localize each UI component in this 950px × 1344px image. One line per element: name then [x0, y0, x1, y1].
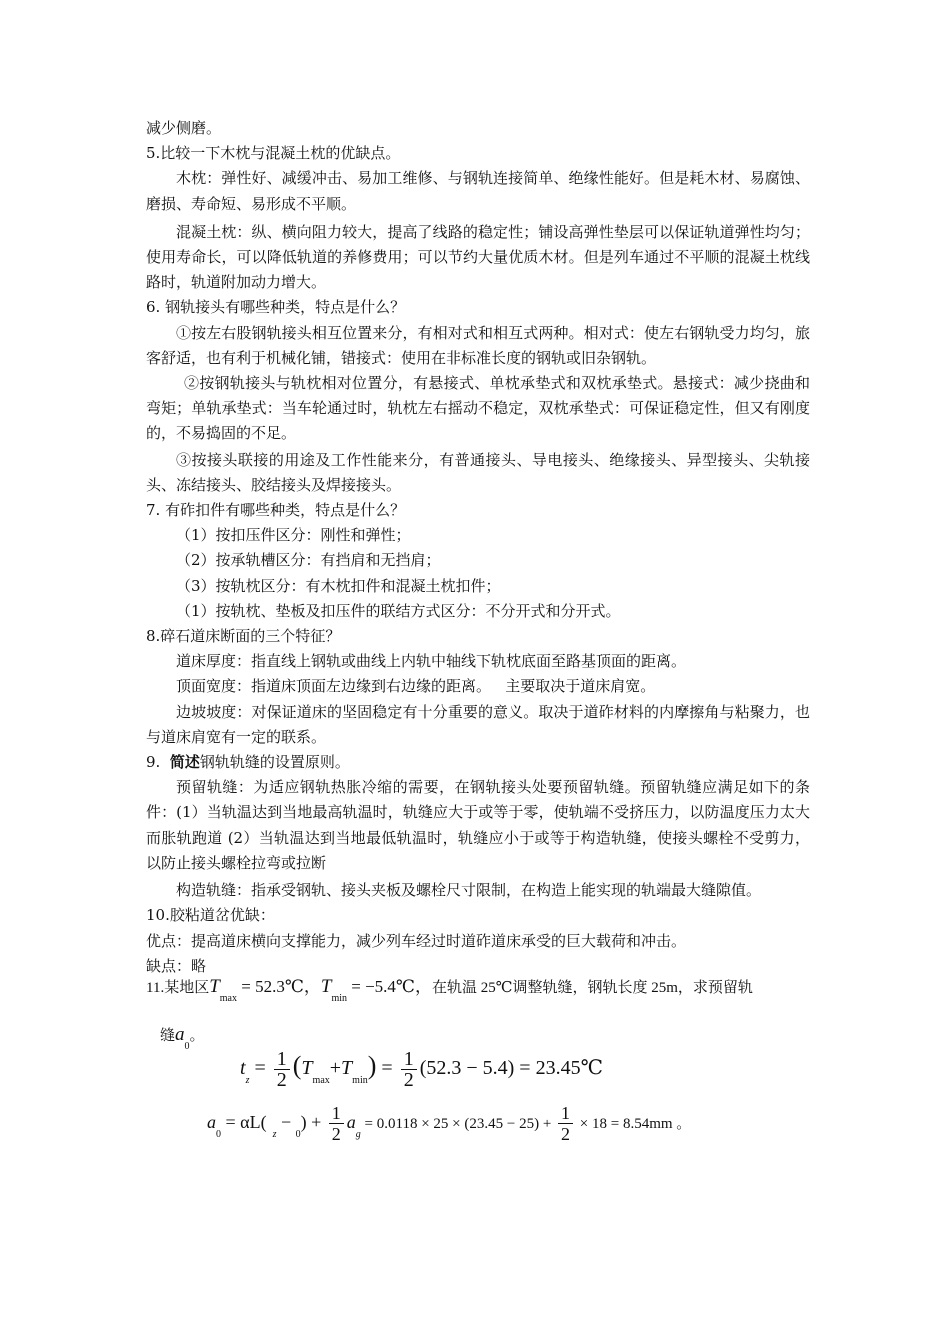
f1-eq: = — [249, 1057, 271, 1079]
f1-t: t — [240, 1057, 246, 1079]
question-6-title: 6. 钢轨接头有哪些种类，特点是什么？ — [146, 298, 406, 317]
f2-frac-den: 2 — [331, 1124, 341, 1145]
q11-eq1: = 52.3℃， — [237, 977, 321, 996]
q7-item-1: （1）按扣压件区分：刚性和弹性； — [176, 526, 411, 545]
q11-eq2: = −5.4℃， — [347, 977, 432, 996]
f1-mid: (52.3 − 5.4) — [419, 1057, 515, 1079]
text-body — [146, 116, 810, 979]
f1-frac2-den: 2 — [403, 1068, 414, 1091]
q9-bold-keyword: 简述 — [169, 753, 200, 772]
f2-ag: a — [346, 1112, 356, 1132]
f1-T2: T — [341, 1057, 353, 1079]
f1-frac-num: 1 — [274, 1049, 290, 1070]
question-9-title — [146, 750, 810, 775]
f2-frac-num: 1 — [329, 1103, 344, 1124]
q11-period: 。 — [189, 1028, 205, 1044]
question-8-title: 8.碎石道床断面的三个特征？ — [146, 627, 341, 646]
q11-a: a — [175, 1024, 185, 1045]
q11-sub-max: max — [219, 993, 237, 1004]
q11-sub-0: 0 — [184, 1041, 190, 1052]
q9-paragraph-2: 构造轨缝：指承受钢轨、接头夹板及螺栓尺寸限制，在构造上能实现的轨端最大缝隙值。 — [176, 881, 762, 900]
f1-fraction-half-2 — [401, 1049, 417, 1090]
q7-item-2: （2）按承轨槽区分：有挡肩和无挡肩； — [176, 551, 441, 570]
f2-period: 。 — [672, 1116, 692, 1132]
f2-sub-g: g — [355, 1129, 361, 1140]
q7-item-3: （3）按轨枕区分：有木枕扣件和混凝土枕扣件； — [176, 576, 501, 595]
q9-title-rest: 钢轨轨缝的设置原则。 — [199, 753, 350, 772]
f1-T1: T — [301, 1057, 313, 1079]
question-11-line — [146, 974, 753, 1002]
f2-eq: = — [221, 1112, 241, 1132]
f2-sub-0: 0 — [216, 1129, 221, 1140]
f2-alpha-L: αL( — [240, 1112, 267, 1132]
question-5-title: 5.比较一下木枕与混凝土枕的优缺点。 — [146, 144, 401, 163]
question-11-line-2 — [160, 1022, 205, 1050]
f2-tail: × 18 = 8.54mm — [576, 1116, 673, 1132]
f1-eq2: = — [376, 1057, 398, 1079]
f1-sub-min: min — [352, 1075, 368, 1086]
q10-advantage: 优点：提高道床横向支撑能力，减少列车经过时道砟道床承受的巨大载荷和冲击。 — [146, 931, 687, 950]
q8-paragraph-3: 边坡坡度：对保证道床的坚固稳定有十分重要的意义。取决于道砟材料的内摩擦角与粘聚力，也与道床肩宽有一定的联系。 — [146, 702, 810, 746]
formula-tz — [240, 1046, 603, 1092]
f1-frac2-num: 1 — [401, 1049, 417, 1070]
f1-sub-z: z — [245, 1075, 250, 1086]
q8-paragraph-2: 顶面宽度：指道床顶面左边缘到右边缘的距离。 主要取决于道床肩宽。 — [176, 677, 656, 696]
q11-sub-min: min — [331, 993, 347, 1004]
f2-fraction-half — [329, 1103, 344, 1144]
f1-plus: + — [329, 1057, 342, 1079]
q6-paragraph-3: ③按接头联接的用途及工作性能来分，有普通接头、导电接头、绝缘接头、异型接头、尖轨接头、冻结接头、胶结接头及焊接接头。 — [146, 450, 810, 494]
q9-number: 9. — [146, 753, 170, 772]
q5-wood-sleeper: 木枕：弹性好、减缓冲击、易加工维修、与钢轨连接简单、绝缘性能好。但是耗木材、易腐蚀、磨损、寿命短、易形成不平顺。 — [146, 169, 810, 213]
q11-gap-word: 缝 — [160, 1028, 176, 1044]
q10-disadvantage: 缺点：略 — [146, 956, 207, 975]
f1-result: = 23.45℃ — [514, 1057, 603, 1079]
carryover-line: 减少侧磨。 — [146, 119, 222, 137]
q11-prefix: 11.某地区 — [146, 980, 210, 996]
f2-close: ) + — [300, 1112, 326, 1132]
formula-a0 — [207, 1102, 691, 1146]
question-7-title: 7. 有砟扣件有哪些种类，特点是什么？ — [146, 501, 406, 520]
question-10-title: 10.胶粘道岔优缺： — [146, 906, 275, 925]
f2-fraction-half-2 — [558, 1103, 573, 1144]
f1-paren-open: ( — [292, 1051, 302, 1080]
f2-sub-0b: 0 — [295, 1129, 301, 1140]
q7-item-4: （1）按轨枕、垫板及扣压件的联结方式区分：不分开式和分开式。 — [176, 601, 621, 620]
f2-frac2-num: 1 — [558, 1103, 573, 1124]
q11-T-max: T — [209, 976, 220, 997]
f2-sub-z: z — [272, 1129, 277, 1140]
q6-paragraph-2: ②按钢轨接头与轨枕相对位置分，有悬接式、单枕承垫式和双枕承垫式。悬接式：减少挠曲和弯矩；单轨承垫式：当车轮通过时，轨枕左右摇动不稳定，双枕承垫式：可保证稳定性，但又有刚度的，不易捣固的不足。 — [146, 374, 810, 443]
q11-rest: 在轨温 25℃调整轨缝，钢轨长度 25m，求预留轨 — [431, 980, 753, 996]
f1-frac-den: 2 — [276, 1068, 287, 1091]
f2-a: a — [207, 1112, 216, 1132]
q6-paragraph-1: ①按左右股钢轨接头相互位置来分，有相对式和相互式两种。相对式：使左右钢轨受力均匀，旅客舒适，也有利于机械化铺，错接式：使用在非标准长度的钢轨或旧杂钢轨。 — [146, 323, 810, 367]
f2-result: = 0.0118 × 25 × (23.45 − 25) + — [360, 1116, 556, 1132]
q11-T-min: T — [320, 976, 332, 997]
f1-sub-max: max — [312, 1075, 330, 1086]
q9-paragraph-1: 预留轨缝：为适应钢轨热胀冷缩的需要，在钢轨接头处要预留轨缝。预留轨缝应满足如下的条件：(1）当轨温达到当地最高轨温时，轨缝应大于或等于零，使轨端不受挤压力，以防温度压力太大而胀轨跑道 (2）当轨温达到当地最低轨温时，轨缝应小于或等于构造轨缝，使接头螺栓不受剪力，以防止接头螺栓拉弯或拉断 — [146, 778, 810, 872]
f1-fraction-half — [274, 1049, 290, 1090]
f2-minus: − — [276, 1112, 296, 1132]
q5-concrete-sleeper: 混凝土枕：纵、横向阻力较大，提高了线路的稳定性；铺设高弹性垫层可以保证轨道弹性均匀；使用寿命长，可以降低轨道的养修费用；可以节约大量优质木材。但是列车通过不平顺的混凝土枕线路时，轨道附加动力增大。 — [146, 222, 810, 292]
f1-paren-close: ) — [367, 1051, 377, 1080]
q8-paragraph-1: 道床厚度：指直线上钢轨或曲线上内轨中轴线下轨枕底面至路基顶面的距离。 — [176, 652, 687, 671]
f2-frac2-den: 2 — [561, 1124, 571, 1145]
